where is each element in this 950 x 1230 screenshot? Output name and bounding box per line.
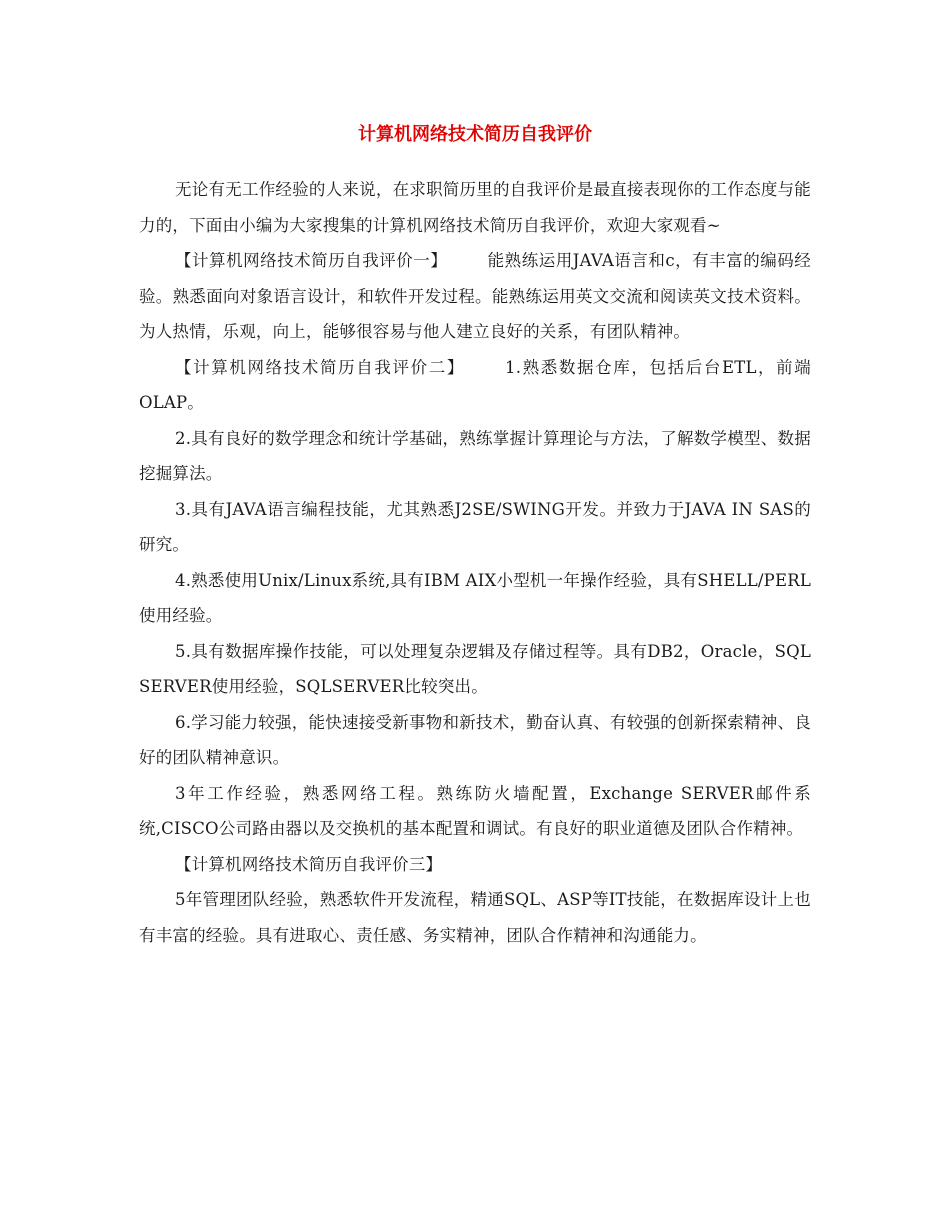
section2-item-1: 1.熟悉数据仓库，包括后台ETL，前端OLAP。 <box>139 357 811 412</box>
intro-paragraph: 无论有无工作经验的人来说，在求职简历里的自我评价是最直接表现你的工作态度与能力的，下面由小编为大家搜集的计算机网络技术简历自我评价，欢迎大家观看~ <box>139 180 811 235</box>
section3-paragraph: 5年管理团队经验，熟悉软件开发流程，精通SQL、ASP等IT技能，在数据库设计上也有丰富的经验。具有进取心、责任感、务实精神，团队合作精神和沟通能力。 <box>139 890 811 945</box>
section1-paragraph <box>139 243 811 350</box>
section1-text: 能熟练运用JAVA语言和c，有丰富的编码经验。熟悉面向对象语言设计，和软件开发过程。能熟练运用英文交流和阅读英文技术资料。为人热情，乐观，向上，能够很容易与他人建立良好的关系，有团队精神。 <box>139 251 811 341</box>
section2-item-5: 5.具有数据库操作技能，可以处理复杂逻辑及存储过程等。具有DB2，Oracle，SQL SERVER使用经验，SQLSERVER比较突出。 <box>139 641 811 696</box>
document-page <box>139 120 811 953</box>
section2-first-paragraph <box>139 350 811 421</box>
section1-heading: 【计算机网络技术简历自我评价一】 <box>175 251 448 270</box>
section2-item-6: 6.学习能力较强，能快速接受新事物和新技术，勤奋认真、有较强的创新探索精神、良好的团队精神意识。 <box>139 712 811 767</box>
section2-paragraph: 3年工作经验，熟悉网络工程。熟练防火墙配置，Exchange SERVER邮件系统,CISCO公司路由器以及交换机的基本配置和调试。有良好的职业道德及团队合作精神。 <box>139 783 811 838</box>
section2-item-2: 2.具有良好的数学理念和统计学基础，熟练掌握计算理论与方法，了解数学模型、数据挖掘算法。 <box>139 428 811 483</box>
document-title: 计算机网络技术简历自我评价 <box>358 124 592 145</box>
section2-item-4: 4.熟悉使用Unix/Linux系统,具有IBM AIX小型机一年操作经验，具有SHELL/PERL使用经验。 <box>139 570 811 625</box>
section2-heading: 【计算机网络技术简历自我评价二】 <box>175 357 466 377</box>
section3-heading: 【计算机网络技术简历自我评价三】 <box>175 854 443 874</box>
section2-item-3: 3.具有JAVA语言编程技能，尤其熟悉J2SE/SWING开发。并致力于JAVA IN SAS的研究。 <box>139 499 811 554</box>
